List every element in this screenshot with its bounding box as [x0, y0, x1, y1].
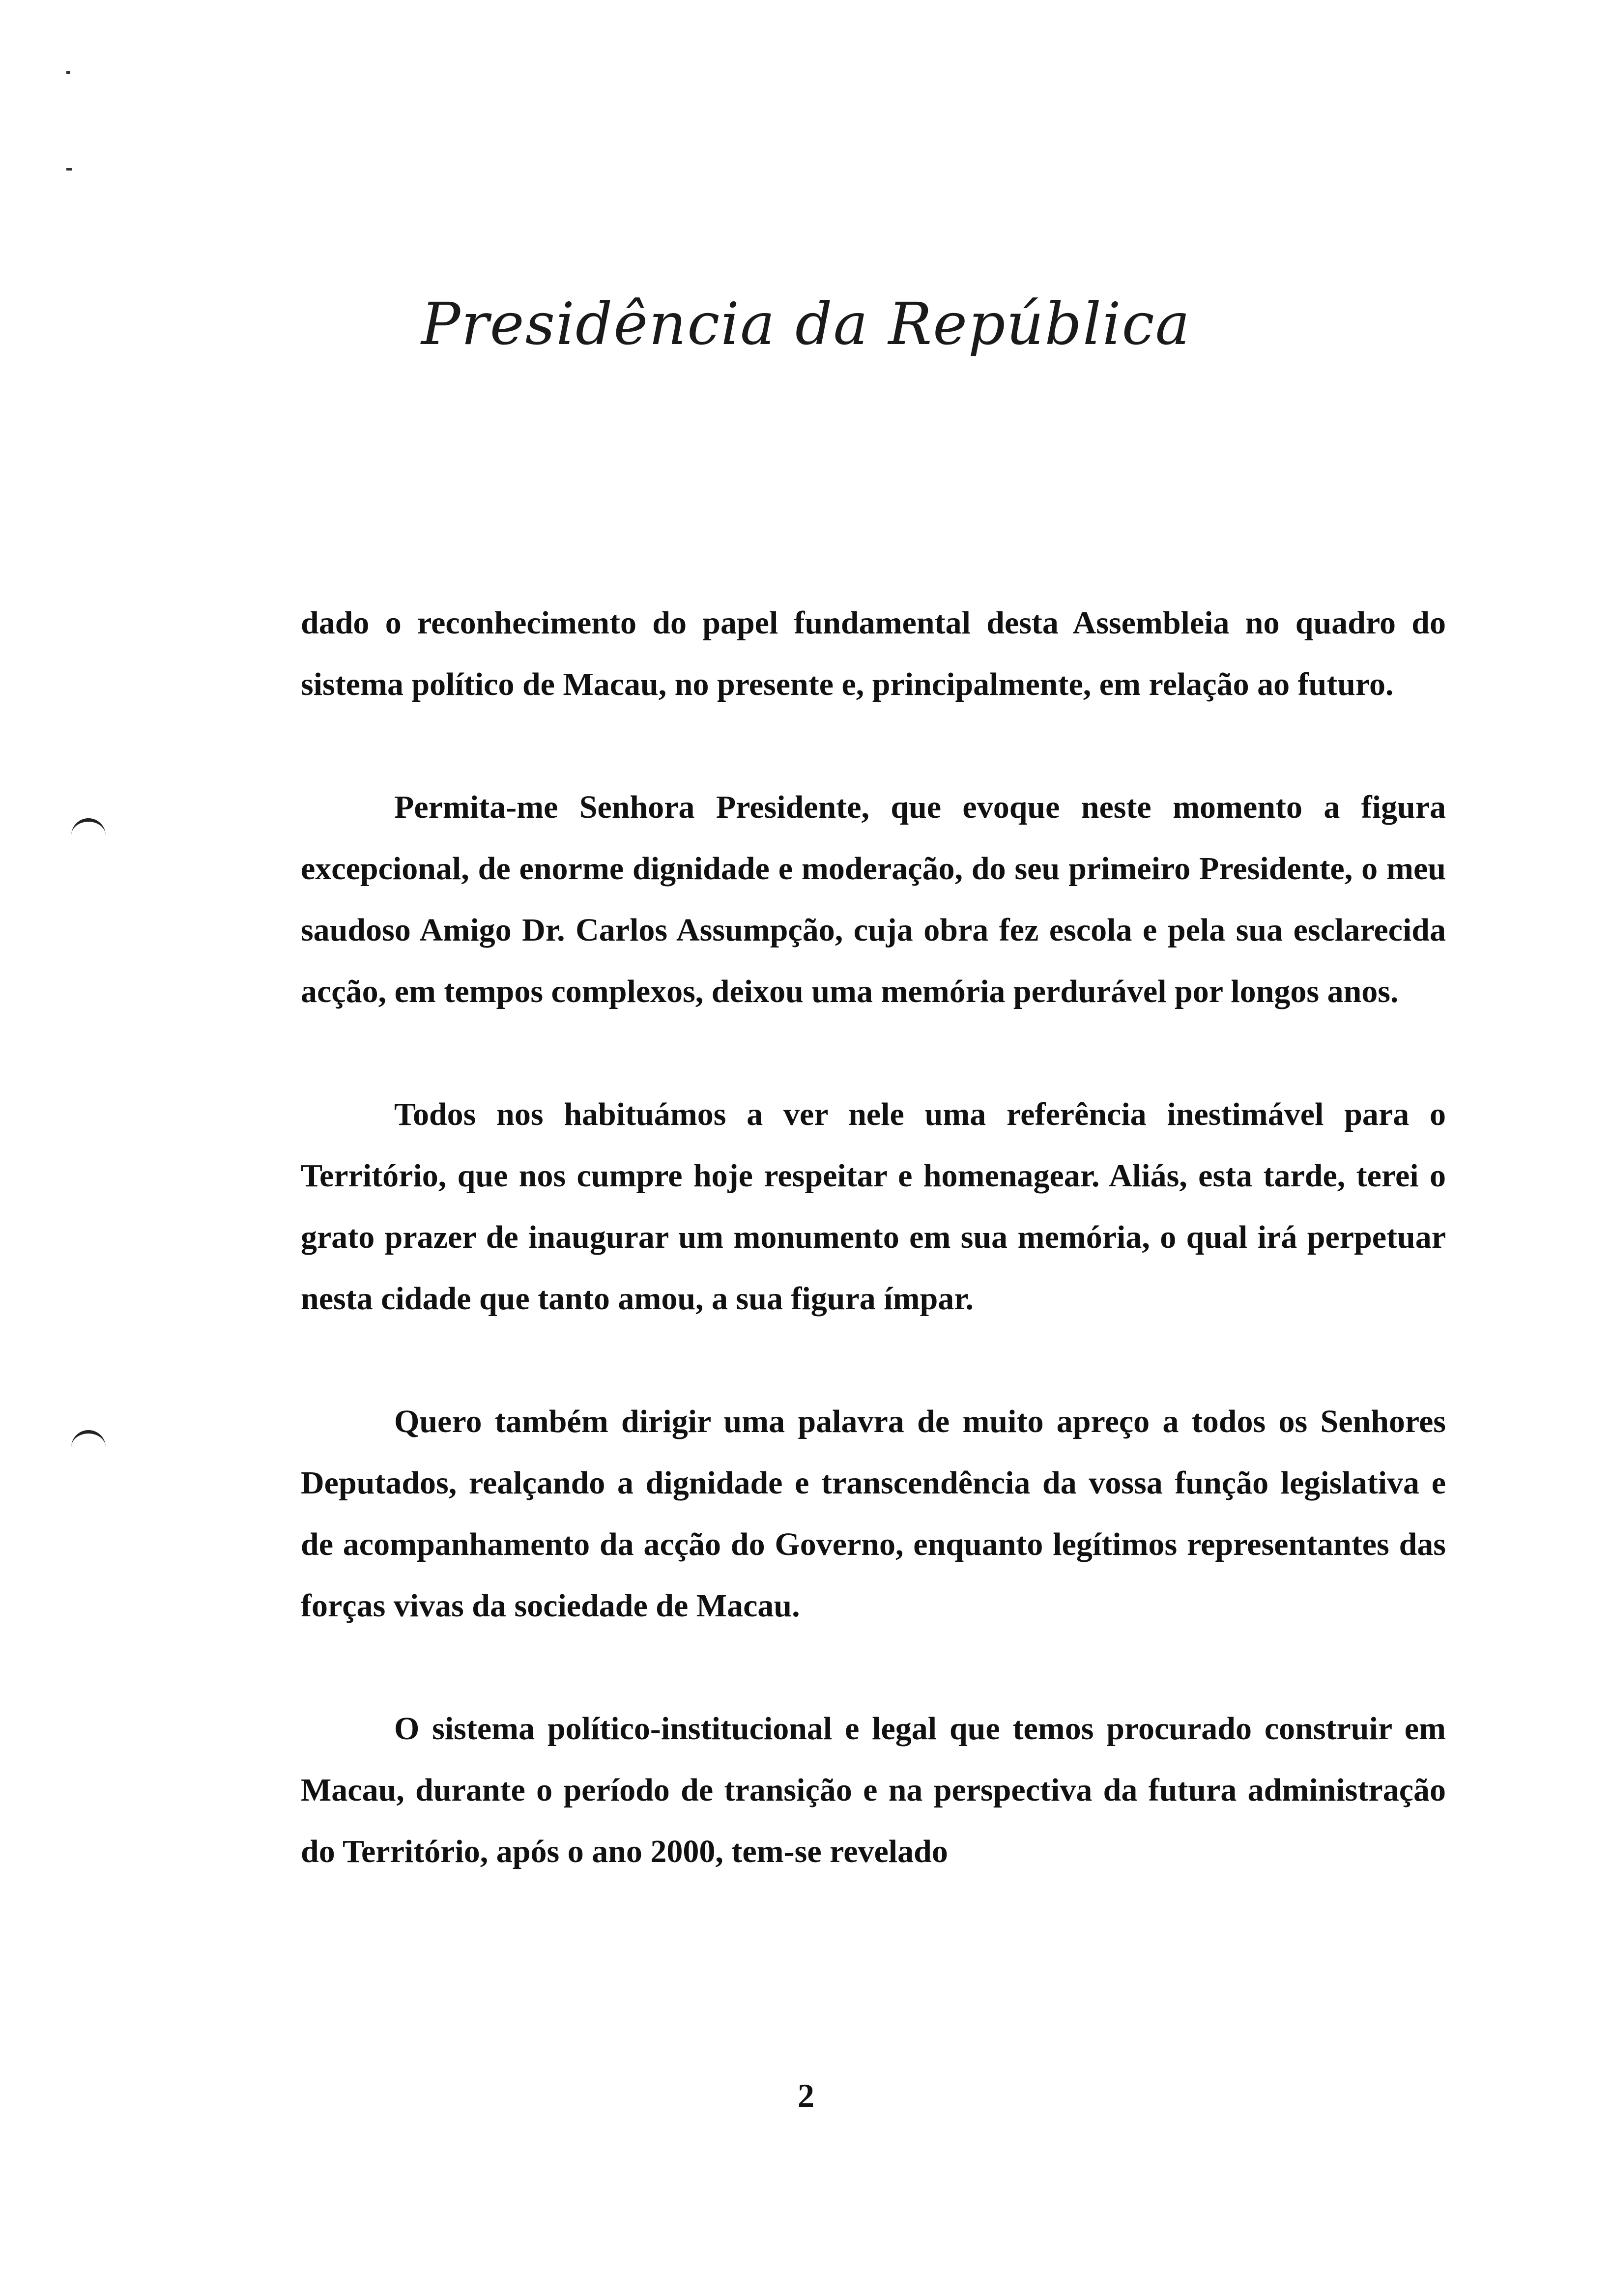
paragraph: Quero também dirigir uma palavra de muito apreço a todos os Senhores Deputados, realçando a dignidade e transcendência da vossa função legislativa e de acompanhamento da acção do Governo, enquanto legítimos representantes das forças vivas da sociedade de Macau. [301, 1404, 1446, 1624]
letterhead-title: Presidência da República [421, 290, 1191, 358]
document-body [301, 592, 1446, 1882]
scan-speck [66, 168, 72, 171]
scan-speck [66, 71, 70, 74]
paragraph: O sistema político-institucional e legal que temos procurado construir em Macau, durante o período de transição e na perspectiva da futura administração do Território, após o ano 2000, tem-se revelado [301, 1711, 1446, 1869]
paragraph: Todos nos habituámos a ver nele uma referência inestimável para o Território, que nos cumpre hoje respeitar e homenagear. Aliás, esta tarde, terei o grato prazer de inaugurar um monumento em sua memória, o qual irá perpetuar nesta cidade que tanto amou, a sua figura ímpar. [301, 1096, 1446, 1317]
punch-hole-mark [71, 818, 106, 841]
page-number: 2 [798, 2077, 814, 2114]
punch-hole-mark [71, 1430, 106, 1453]
paragraph-continuation: dado o reconhecimento do papel fundamental desta Assembleia no quadro do sistema político de Macau, no presente e, principalmente, em relação ao futuro. [301, 605, 1446, 702]
paragraph: Permita-me Senhora Presidente, que evoque neste momento a figura excepcional, de enorme dignidade e moderação, do seu primeiro Presidente, o meu saudoso Amigo Dr. Carlos Assumpção, cuja obra fez escola e pela sua esclarecida acção, em tempos complexos, deixou uma memória perdurável por longos anos. [301, 789, 1446, 1009]
